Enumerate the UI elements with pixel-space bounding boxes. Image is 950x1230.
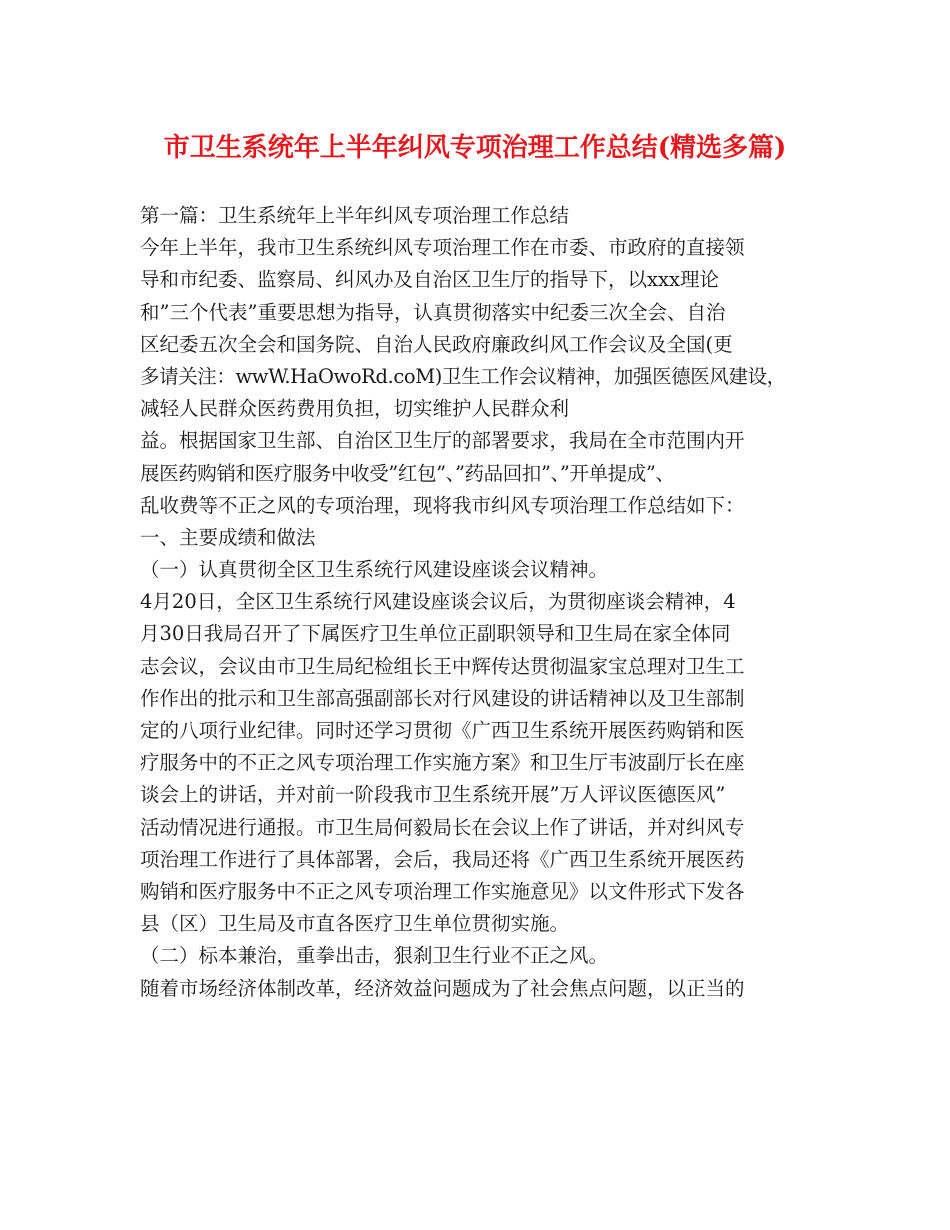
subsection-heading: （二）标本兼治，重拳出击，狠刹卫生行业不正之风。 xyxy=(140,944,609,968)
body-line: 第一篇：卫生系统年上半年纠风专项治理工作总结 xyxy=(140,204,570,227)
body-line: 和”三个代表”重要思想为指导，认真贯彻落实中纪委三次全会、自治 xyxy=(140,300,726,324)
body-line: 今年上半年，我市卫生系统纠风专项治理工作在市委、市政府的直接领 xyxy=(140,236,745,260)
body-line: 随着市场经济体制改革，经济效益问题成为了社会焦点问题，以正当的 xyxy=(140,976,745,1000)
body-line: 导和市纪委、监察局、纠风办及自治区卫生厅的指导下，以xxx理论 xyxy=(140,268,719,292)
body-line: 作作出的批示和卫生部高强副部长对行风建设的讲话精神以及卫生部制 xyxy=(140,686,745,710)
subsection-heading: （一）认真贯彻全区卫生系统行风建设座谈会议精神。 xyxy=(140,558,609,582)
body-line: 活动情况进行通报。市卫生局何毅局长在会议上作了讲话，并对纠风专 xyxy=(140,815,745,839)
body-line: 减轻人民群众医药费用负担，切实维护人民群众利 xyxy=(140,397,570,421)
body-line: 月30日我局召开了下属医疗卫生单位正副职领导和卫生局在家全体同 xyxy=(140,622,731,646)
body-line: 区纪委五次全会和国务院、自治人民政府廉政纠风工作会议及全国(更 xyxy=(140,332,733,356)
body-line: 定的八项行业纪律。同时还学习贯彻《广西卫生系统开展医药购销和医 xyxy=(140,719,745,742)
body-line: 项治理工作进行了具体部署，会后，我局还将《广西卫生系统开展医药 xyxy=(140,847,745,871)
section-heading: 一、主要成绩和做法 xyxy=(140,525,316,549)
body-line: 多请关注：wwW.HaOwoRd.coM)卫生工作会议精神，加强医德医风建设， xyxy=(140,364,786,388)
body-line: 疗服务中的不正之风专项治理工作实施方案》和卫生厅韦波副厅长在座 xyxy=(140,751,745,775)
body-line: 益。根据国家卫生部、自治区卫生厅的部署要求，我局在全市范围内开 xyxy=(140,429,745,453)
body-line: 谈会上的讲话，并对前一阶段我市卫生系统开展”万人评议医德医风” xyxy=(140,783,726,807)
document-body xyxy=(140,200,840,1005)
document-title: 市卫生系统年上半年纠风专项治理工作总结(精选多篇) xyxy=(163,133,787,163)
body-line: 乱收费等不正之风的专项治理，现将我市纠风专项治理工作总结如下： xyxy=(140,493,745,517)
body-line: 购销和医疗服务中不正之风专项治理工作实施意见》以文件形式下发各 xyxy=(140,879,745,903)
body-line: 展医药购销和医疗服务中收受”红包”、”药品回扣”、”开单提成”、 xyxy=(140,461,675,485)
body-line: 县（区）卫生局及市直各医疗卫生单位贯彻实施。 xyxy=(140,912,570,936)
body-line: 志会议，会议由市卫生局纪检组长王中辉传达贯彻温家宝总理对卫生工 xyxy=(140,654,745,678)
body-line: 4月20日，全区卫生系统行风建设座谈会议后，为贯彻座谈会精神，4 xyxy=(140,590,736,614)
